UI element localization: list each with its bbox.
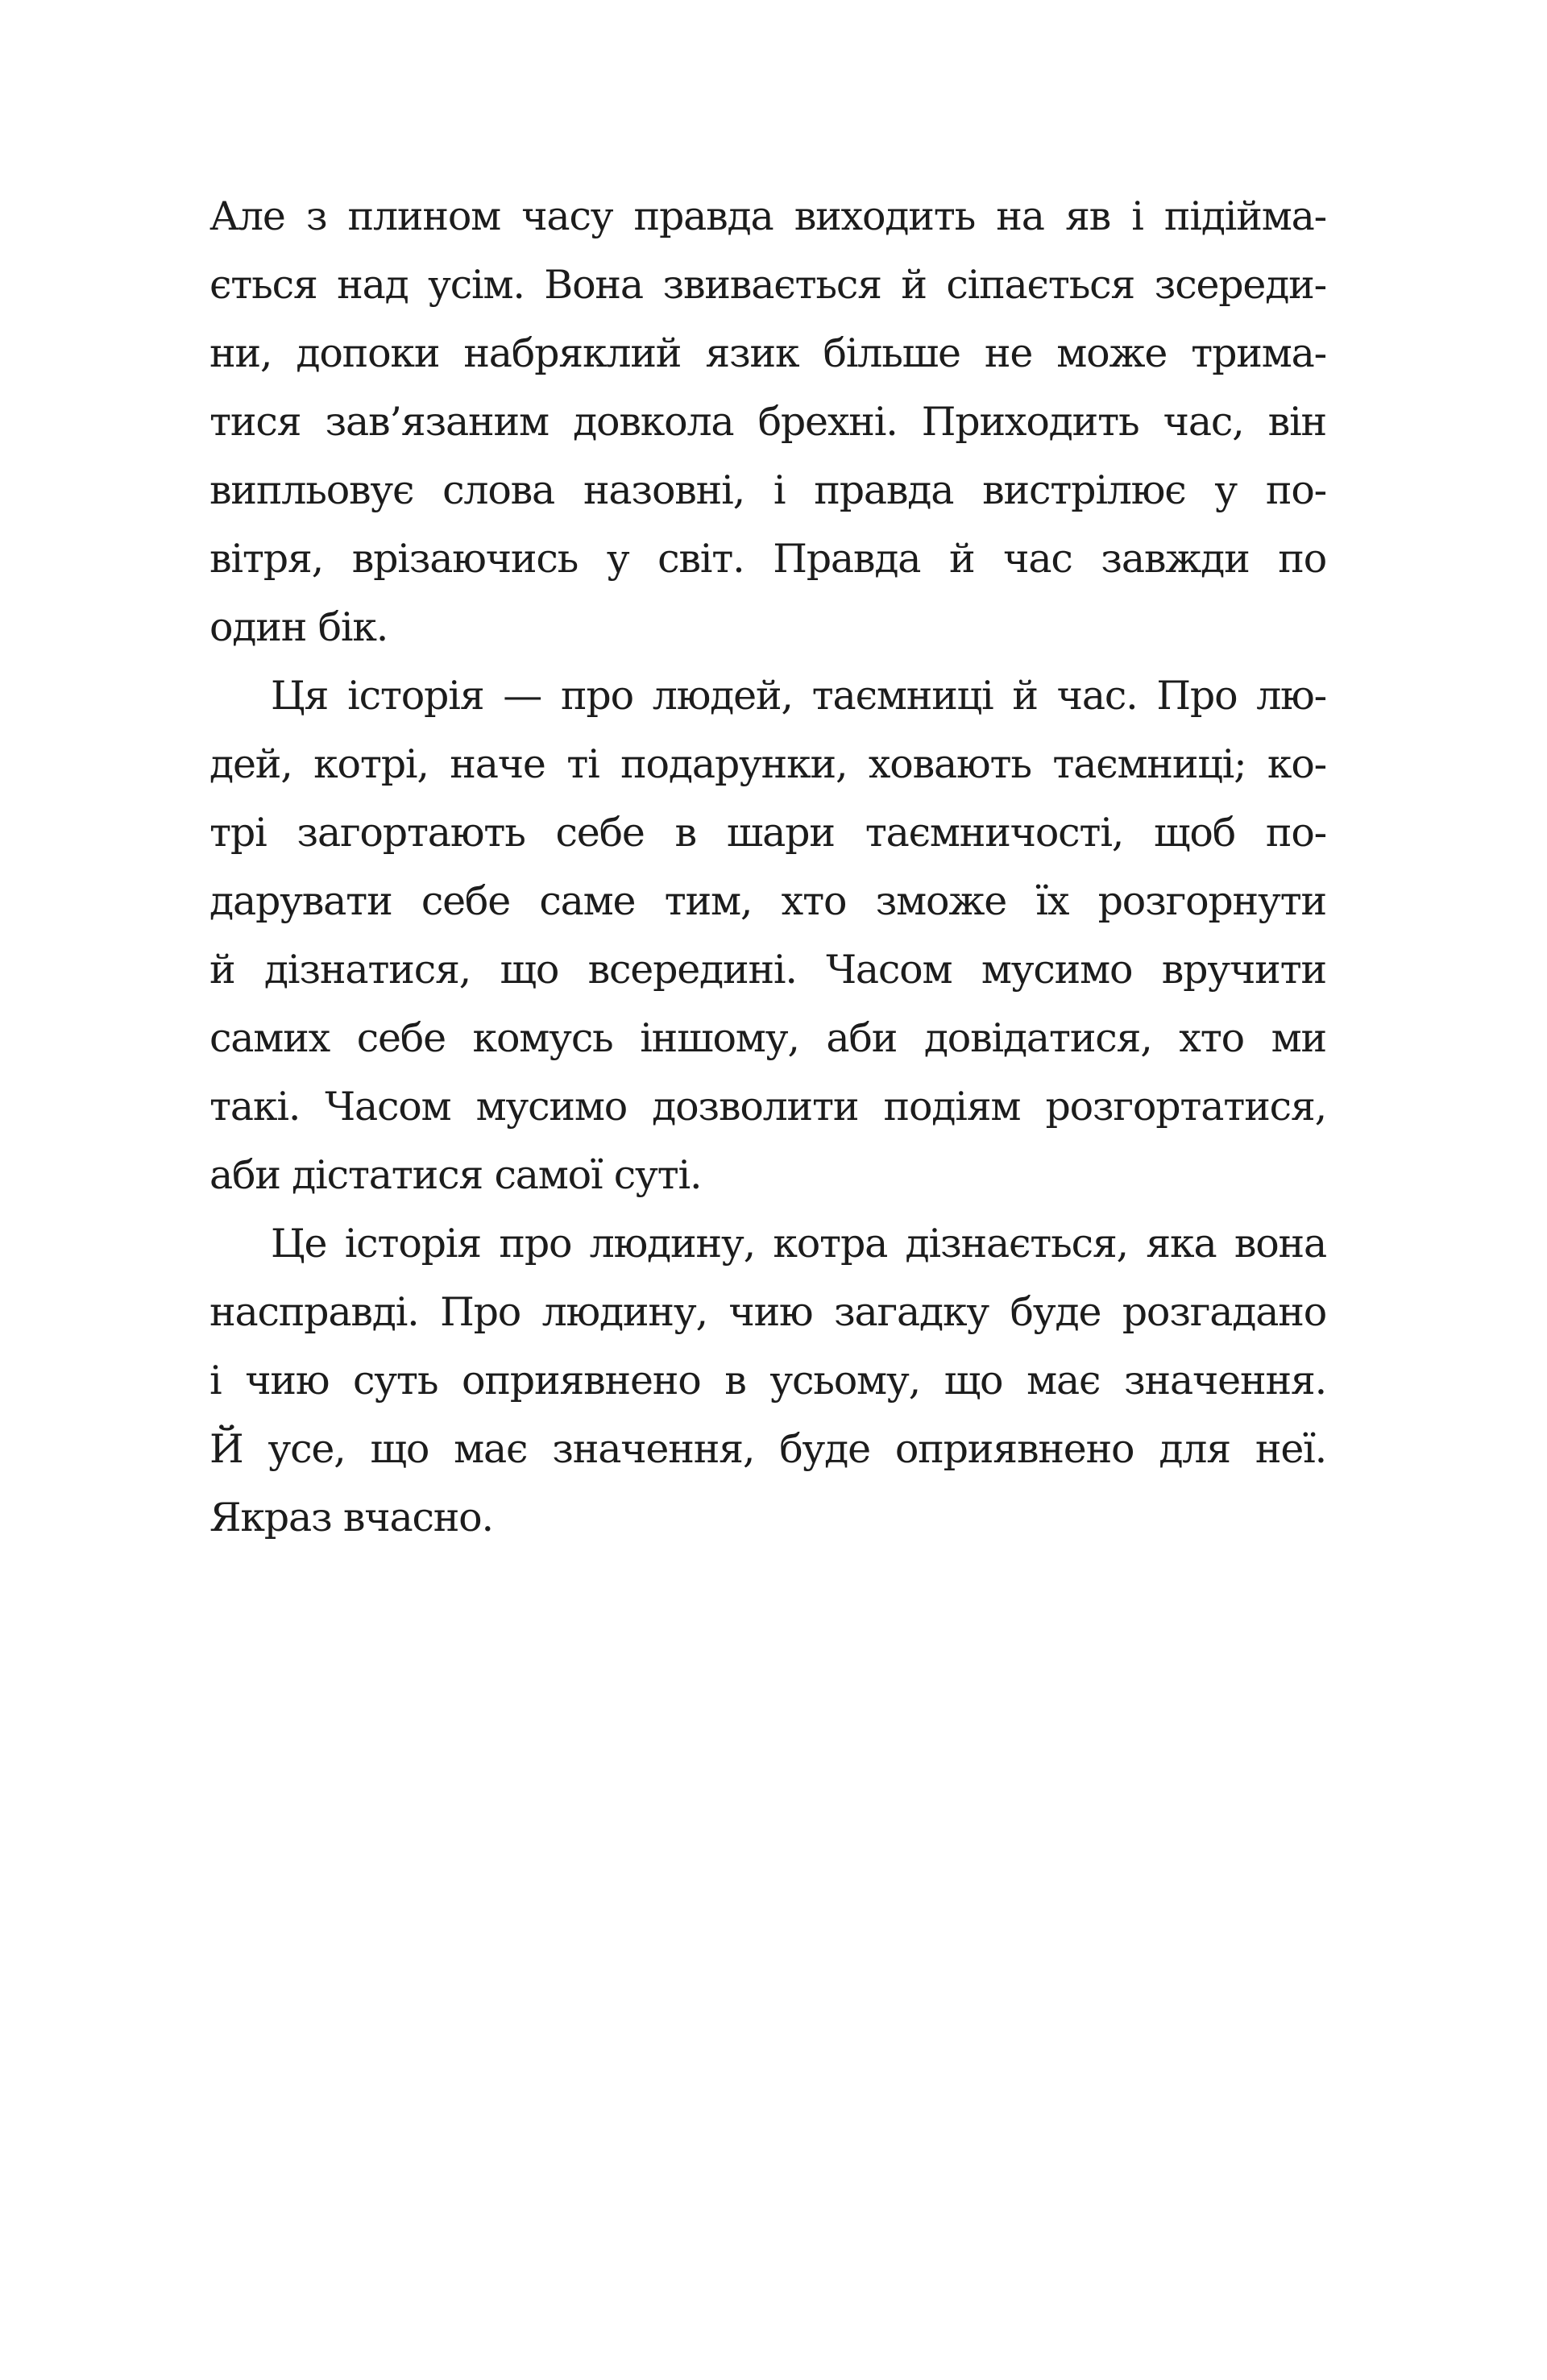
book-page-text bbox=[209, 182, 1326, 1552]
paragraph-1 bbox=[209, 182, 1326, 661]
text-line: Ця історія — про людей, таємниці й час. Про лю- bbox=[271, 673, 1326, 719]
text-line: самих себе комусь іншому, аби довідатися, хто ми bbox=[209, 1015, 1326, 1061]
text-line: дарувати себе саме тим, хто зможе їх розгорнути bbox=[209, 878, 1326, 924]
text-line: випльовує слова назовні, і правда вистрілює у по- bbox=[209, 467, 1326, 513]
text-line: насправді. Про людину, чию загадку буде розгадано bbox=[209, 1289, 1326, 1335]
text-line: трі загортають себе в шари таємничості, щоб по- bbox=[209, 810, 1326, 856]
text-line: й дізнатися, що всередині. Часом мусимо вручити bbox=[209, 947, 1326, 993]
text-line: і чию суть оприявнено в усьому, що має значення. bbox=[209, 1358, 1326, 1404]
text-line: Якраз вчасно. bbox=[209, 1495, 493, 1540]
text-line: один бік. bbox=[209, 604, 388, 650]
text-line: Це історія про людину, котра дізнається, яка вона bbox=[271, 1221, 1326, 1267]
text-line: Й усе, що має значення, буде оприявнено для неї. bbox=[209, 1426, 1326, 1472]
text-line: ється над усім. Вона звивається й сіпається зсереди- bbox=[209, 262, 1326, 308]
text-line: Але з плином часу правда виходить на яв і підійма- bbox=[209, 193, 1326, 239]
text-line: такі. Часом мусимо дозволити подіям розгортатися, bbox=[209, 1084, 1326, 1130]
text-line: дей, котрі, наче ті подарунки, ховають таємниці; ко- bbox=[209, 741, 1326, 787]
text-line: аби дістатися самої суті. bbox=[209, 1152, 702, 1198]
paragraph-3 bbox=[209, 1209, 1326, 1552]
text-line: ни, допоки набряклий язик більше не може трима- bbox=[209, 330, 1326, 376]
text-line: вітря, врізаючись у світ. Правда й час завжди по bbox=[209, 536, 1326, 582]
text-line: тися зав’язаним довкола брехні. Приходить час, він bbox=[209, 399, 1326, 445]
paragraph-2 bbox=[209, 661, 1326, 1209]
